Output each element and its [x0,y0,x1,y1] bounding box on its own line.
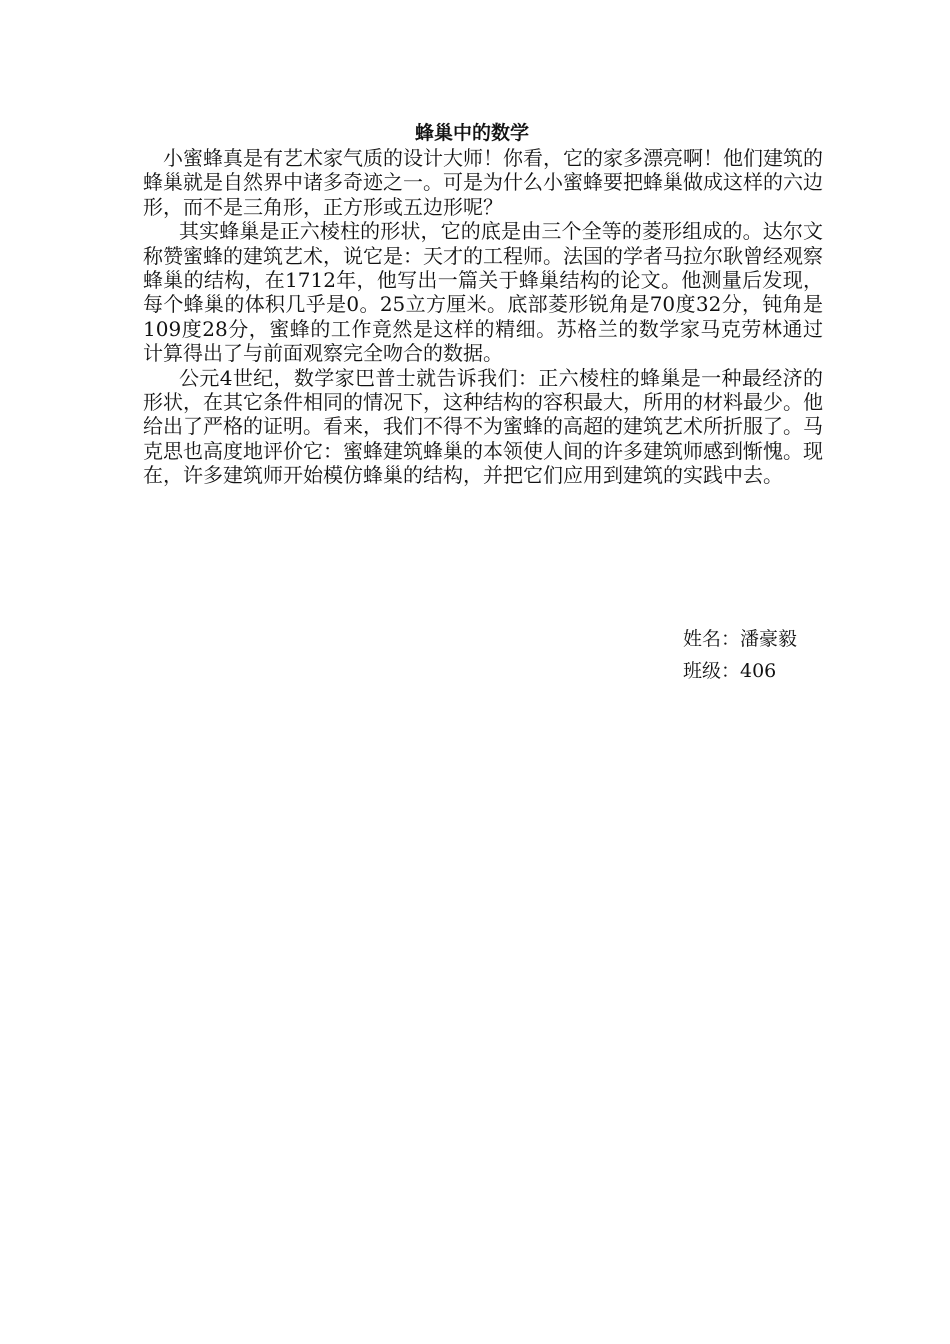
paragraph-structure: 其实蜂巢是正六棱柱的形状，它的底是由三个全等的菱形组成的。达尔文称赞蜜蜂的建筑艺术，说它是：天才的工程师。法国的学者马拉尔耿曾经观察蜂巢的结构，在1712年，他写出一篇关于蜂巢结构的论文。他测量后发现，每个蜂巢的体积几乎是0。25立方厘米。底部菱形锐角是70度32分，钝角是109度28分，蜜蜂的工作竟然是这样的精细。苏格兰的数学家马克劳林通过计算得出了与前面观察完全吻合的数据。 [143,219,823,366]
author-name: 姓名：潘豪毅 [683,628,798,650]
document-body [143,120,823,488]
author-class: 班级：406 [683,660,777,682]
paragraph-proof: 公元4世纪，数学家巴普士就告诉我们：正六棱柱的蜂巢是一种最经济的形状，在其它条件相同的情况下，这种结构的容积最大，所用的材料最少。他给出了严格的证明。看来，我们不得不为蜜蜂的高超的建筑艺术所折服了。马克思也高度地评价它：蜜蜂建筑蜂巢的本领使人间的许多建筑师感到惭愧。现在，许多建筑师开始模仿蜂巢的结构，并把它们应用到建筑的实践中去。 [143,365,823,488]
signature-block [683,623,797,687]
paragraph-intro: 小蜜蜂真是有艺术家气质的设计大师！你看，它的家多漂亮啊！他们建筑的蜂巢就是自然界中诸多奇迹之一。可是为什么小蜜蜂要把蜂巢做成这样的六边形，而不是三角形，正方形或五边形呢？ [143,146,823,219]
document-title: 蜂巢中的数学 [414,122,529,144]
